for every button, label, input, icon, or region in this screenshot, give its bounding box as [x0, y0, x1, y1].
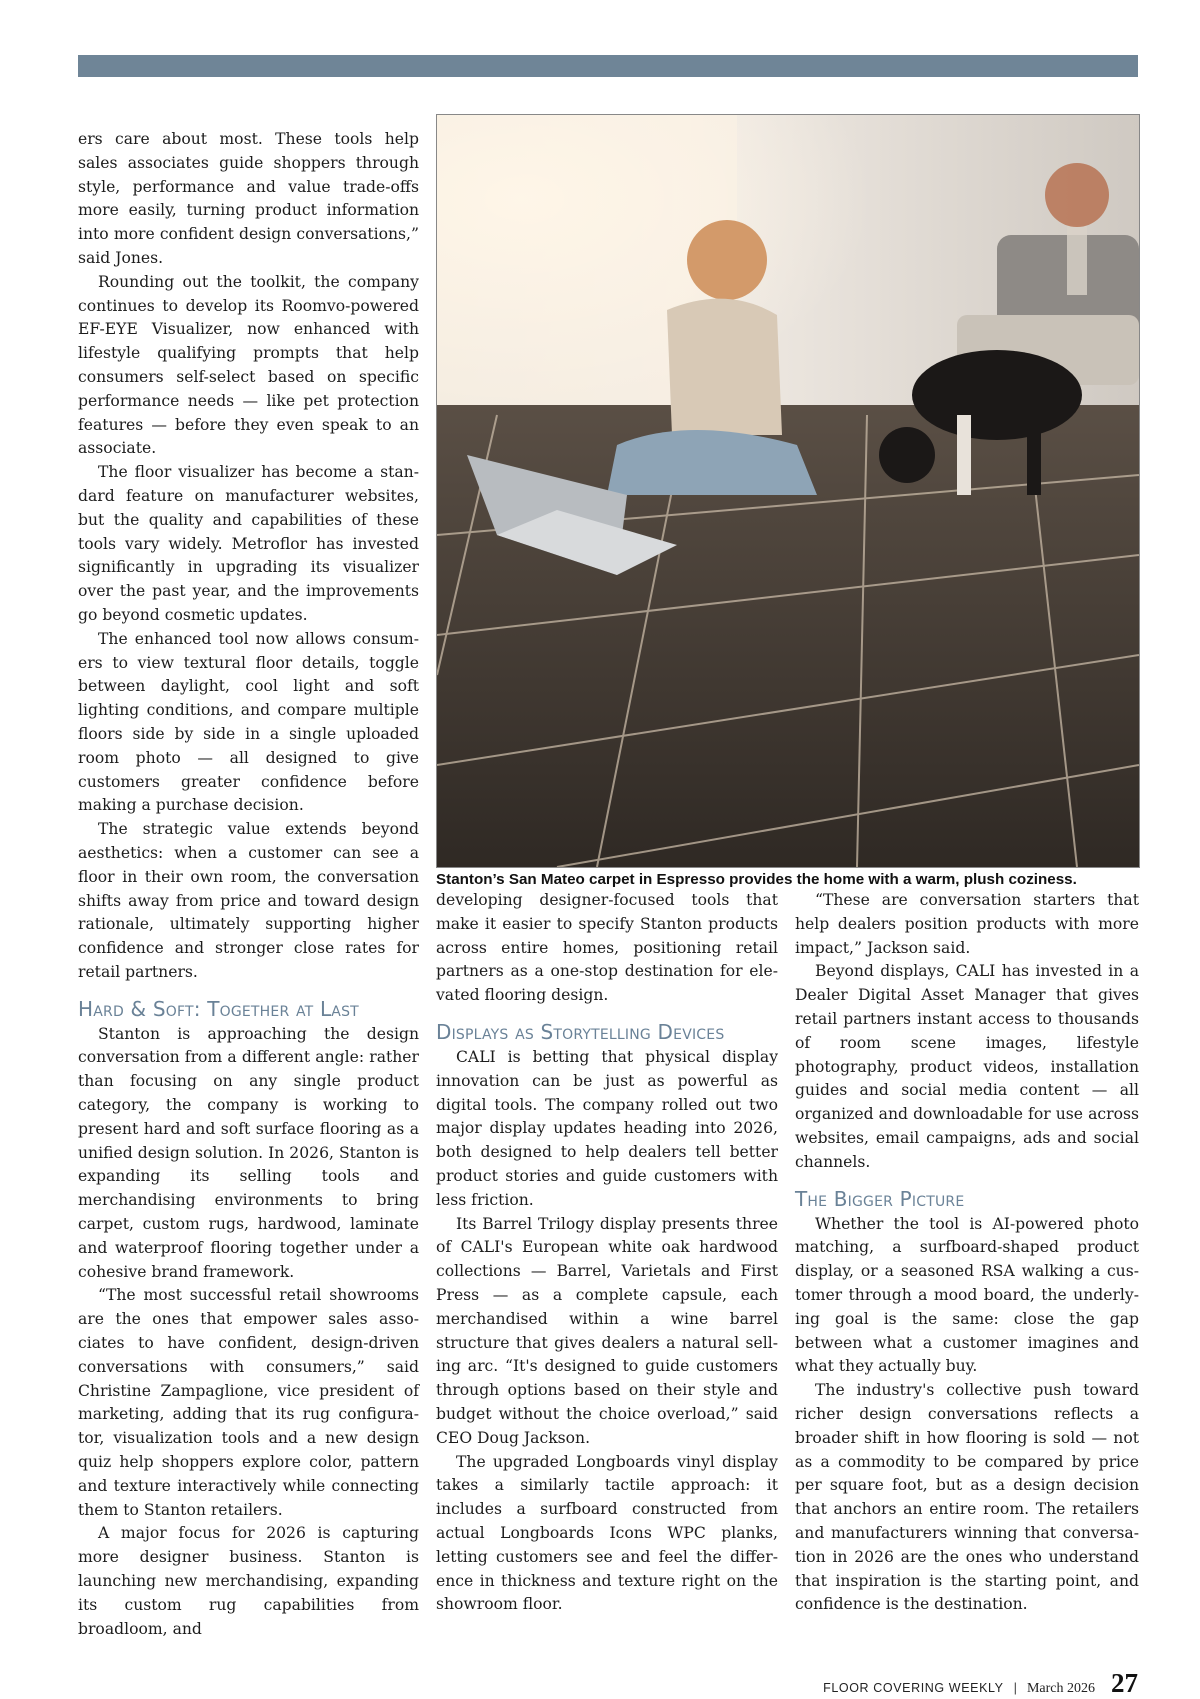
publication-name: FLOOR COVERING WEEKLY	[823, 1681, 1004, 1695]
header-bar	[78, 55, 1138, 77]
paragraph: CALI is betting that physical display innovation can be just as powerful as digital tools. The company rolled out two major display updates heading into 2026, both designed to help dealers tell better product stories and guide customers with less friction.	[436, 1047, 778, 1209]
article-column-3	[795, 889, 1139, 1617]
article-photo	[436, 114, 1140, 868]
carpet-room-photo	[437, 115, 1139, 867]
paragraph: Stanton is approaching the design conversation from a different angle: rather than focusing on any single product category, the company is working to present hard and soft surface flooring as a unified design solution. In 2026, Stanton is expanding its selling tools and merchandising environments to bring carpet, custom rugs, hardwood, laminate and waterproof flooring together under a cohesive brand framework.	[78, 1024, 419, 1281]
section-heading: The Bigger Picture	[795, 1186, 965, 1211]
section-heading: Hard & Soft: Together at Last	[78, 996, 359, 1021]
paragraph: The upgraded Longboards vinyl display takes a similarly tactile approach: it includes a surfboard constructed from actual Longboards Icons WPC planks, letting customers see and feel the difference in thickness and texture right on the showroom floor.	[436, 1452, 778, 1614]
paragraph: Whether the tool is AI-powered photo matching, a surfboard-shaped product display, or a seasoned RSA walking a customer through a mood board, the underlying goal is the same: close the gap between what a customer imagines and what they actually buy.	[795, 1214, 1139, 1376]
page-footer	[823, 1668, 1138, 1698]
issue-date: March 2026	[1026, 1681, 1095, 1696]
paragraph: The enhanced tool now allows consumers to view textural floor details, toggle between daylight, cool light and soft lighting conditions, and compare multiple floors side by side in a single uploaded room photo — all designed to give customers greater confidence before making a purchase decision.	[78, 629, 419, 815]
photo-caption: Stanton’s San Mateo carpet in Espresso provides the home with a warm, plush coziness.	[436, 871, 1077, 888]
paragraph: The floor visualizer has become a standard feature on manufacturer websites, but the quality and capabilities of these tools vary widely. Metroflor has invested significantly in upgrading its visualizer over the past year, and the improvements go beyond cosmetic updates.	[78, 463, 419, 624]
paragraph: “These are conversation starters that help dealers position products with more impact,” Jackson said.	[795, 891, 1139, 957]
paragraph: Beyond displays, CALI has invested in a Dealer Digital Asset Manager that gives retail partners instant access to thousands of room scene images, lifestyle photography, product videos, installation guides and social media content — all organized and downloadable for use across websites, email campaigns, ads and social channels.	[795, 962, 1139, 1171]
paragraph: Its Barrel Trilogy display presents three of CALI's European white oak hardwood collections — Barrel, Varietals and First Press — as a complete capsule, each merchandised within a wine barrel structure that gives dealers a natural selling arc. “It's designed to guide customers through options based on their style and budget without the choice overload,” said CEO Doug Jackson.	[436, 1214, 778, 1447]
paragraph: The strategic value extends beyond aesthetics: when a customer can see a floor in their own room, the conversation shifts away from price and toward design rationale, ultimately supporting higher confidence and stronger close rates for retail partners.	[78, 820, 419, 981]
paragraph: Rounding out the toolkit, the company continues to develop its Roomvo-powered EF-EYE Visualizer, now enhanced with lifestyle qualifying prompts that help consumers self-select based on specific performance needs — like pet protection features — before they even speak to an associate.	[78, 272, 419, 458]
paragraph: developing designer-focused tools that make it easier to specify Stanton products across entire homes, positioning retail partners as a one-stop destination for elevated flooring design.	[436, 891, 778, 1005]
paragraph: The industry's collective push toward richer design conversations reflects a broader shift in how flooring is sold — not as a commodity to be compared by price per square foot, but as a design decision that anchors an entire room. The retailers and manufacturers winning that conversation in 2026 are the ones who understand that inspiration is the starting point, and confidence is the destination.	[795, 1381, 1139, 1614]
section-heading: Displays as Storytelling Devices	[436, 1019, 725, 1044]
page-number: 27	[1111, 1668, 1138, 1698]
paragraph: “The most successful retail showrooms are the ones that empower sales associates to have confident, design-driven conversations with consumers,” said Christine Zampaglione, vice president of marketing, adding that its rug configurator, visualization tools and a new design quiz help shoppers explore color, pattern and texture interactively while connecting them to Stanton retailers.	[78, 1286, 419, 1519]
footer-separator: |	[1013, 1680, 1017, 1695]
paragraph: ers care about most. These tools help sales associates guide shoppers through style, performance and value trade-offs more easily, turning product information into more confident design conversations,” said Jones.	[78, 130, 419, 267]
article-column-1	[78, 128, 419, 1641]
article-column-2	[436, 889, 778, 1617]
paragraph: A major focus for 2026 is capturing more designer business. Stanton is launching new merchandising, expanding its custom rug capabilities from broadloom, and	[78, 1524, 419, 1638]
